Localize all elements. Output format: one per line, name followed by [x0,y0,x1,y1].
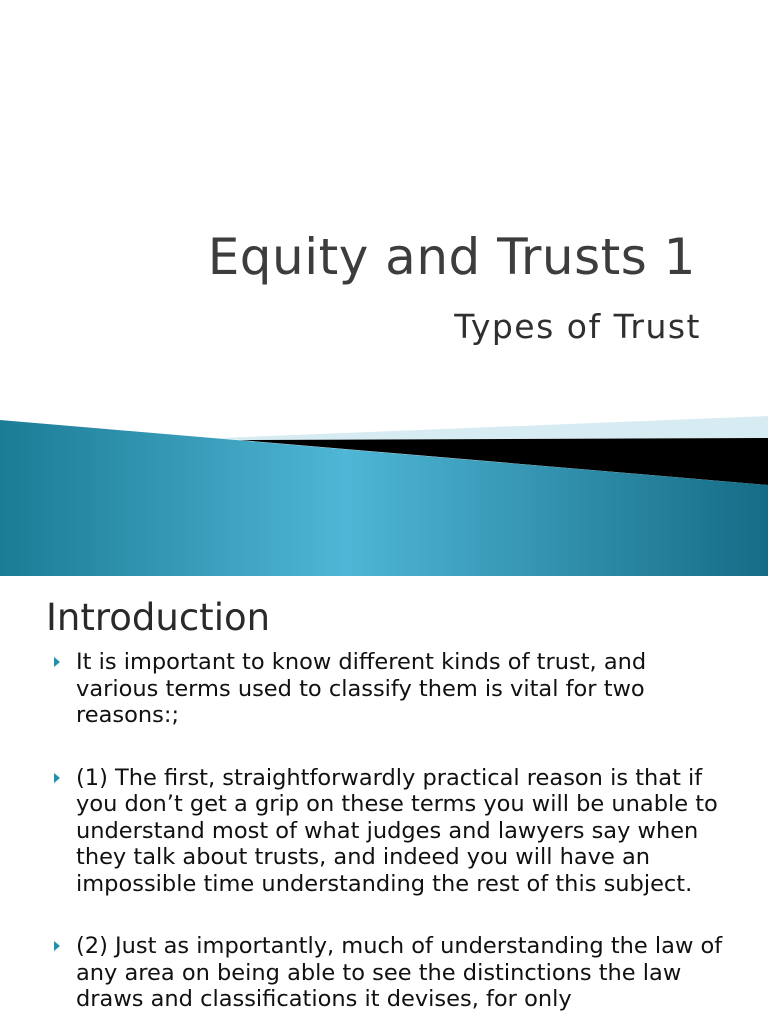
slide-heading: Introduction [46,596,271,639]
slide-title: Equity and Trusts 1 [207,228,696,286]
bullet-item [54,933,734,1013]
bullet-arrow-icon [54,773,60,783]
bullet-text: (2) Just as importantly, much of understanding the law of any area on being able to see the distinctions the law draws and classifications it devises, for only [76,933,723,1012]
bullet-arrow-icon [54,657,60,667]
bullet-list [54,649,734,1024]
slide-subtitle: Types of Trust [454,307,701,346]
bullet-arrow-icon [54,941,60,951]
bullet-text: (1) The first, straightforwardly practical reason is that if you don’t get a grip on these terms you will be unable to understand most of what judges and lawyers say when they talk about trusts, and indeed you will have an impossible time understanding the rest of this subject. [76,764,718,897]
bullet-item [54,649,734,729]
light-blue-band [220,416,768,440]
bullet-text: It is important to know different kinds of trust, and various terms used to classify them is vital for two reasons:; [76,649,647,728]
content-slide [0,576,768,1024]
bullet-item [54,765,734,898]
